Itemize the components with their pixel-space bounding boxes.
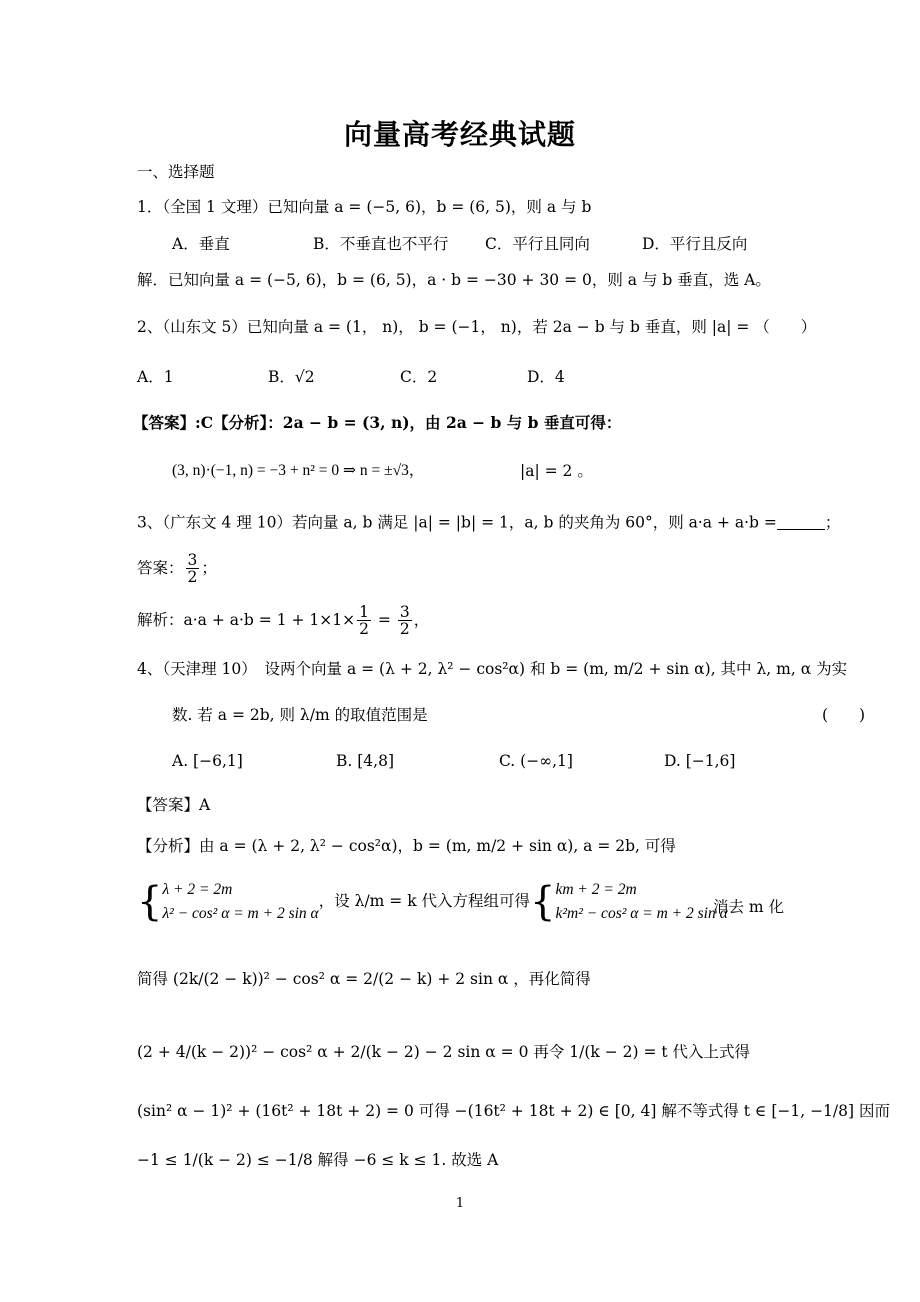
q3-analysis-end: ，	[413, 610, 430, 629]
equation-system-1	[162, 878, 318, 926]
system1-eq1: λ + 2 = 2m	[162, 881, 233, 898]
equation-system-2	[555, 878, 727, 926]
q3-half-fraction	[357, 604, 371, 638]
q3-stem	[137, 513, 840, 532]
q1-stem: 1．（全国 1 文理）已知向量 a = (−5, 6)，b = (6, 5)，则 a 与 b	[137, 198, 592, 216]
q3-analysis	[137, 604, 429, 638]
q3-result-denominator: 2	[399, 620, 410, 639]
q3-stem-text: 3、（广东文 4 理 10）若向量 a, b 满足 |a| = |b| = 1，a, b 的夹角为 60°，则 a·a + a·b =	[137, 513, 777, 532]
q3-answer-end: ；	[201, 558, 217, 577]
q3-answer-label: 答案：	[137, 558, 184, 577]
q2-option-d: D．4	[527, 368, 565, 386]
section-heading: 一、选择题	[137, 163, 215, 181]
q2-stem: 2、（山东文 5）已知向量 a = (1， n)， b = (−1， n)，若 2a − b 与 b 垂直，则 |a| = （ ）	[137, 318, 817, 336]
q4-stem-line2: 数. 若 a = 2b, 则 λ/m 的取值范围是	[172, 706, 428, 724]
q4-answer: 【答案】A	[137, 796, 211, 814]
left-brace-1: {	[137, 879, 163, 926]
q2-option-b: B．√2	[268, 368, 315, 386]
q1-option-a: A．垂直	[172, 235, 230, 253]
q4-stem-line1: 4、（天津理 10） 设两个向量 a = (λ + 2, λ² − cos²α) 和 b = (m, m/2 + sin α), 其中 λ, m, α 为实	[137, 660, 848, 678]
q4-option-c: C. (−∞,1]	[499, 752, 573, 770]
left-brace-2: {	[530, 879, 556, 926]
q1-option-c: C．平行且同向	[485, 235, 590, 253]
q4-analysis-line1: 【分析】由 a = (λ + 2, λ² − cos²α)，b = (m, m/2 + sin α), a = 2b, 可得	[137, 837, 676, 855]
q3-answer-denominator: 2	[187, 568, 198, 587]
page-title: 向量高考经典试题	[343, 118, 576, 151]
q2-option-c: C．2	[400, 368, 438, 386]
q4-system-line	[137, 878, 728, 926]
q3-answer-fraction	[186, 552, 200, 586]
page-number: 1	[455, 1196, 465, 1211]
q3-answer	[137, 552, 217, 586]
q3-answer-blank	[777, 513, 825, 530]
q3-result-numerator: 3	[399, 603, 410, 621]
q4-tail-text: 消去 m 化	[713, 898, 785, 916]
q4-option-a: A. [−6,1]	[172, 752, 243, 770]
q3-analysis-label: 解析：	[137, 610, 184, 629]
q4-simplify-line1: 简得 (2k/(2 − k))² − cos² α = 2/(2 − k) + 2 sin α ，再化简得	[137, 970, 591, 988]
system1-eq2: λ² − cos² α = m + 2 sin α	[162, 905, 319, 923]
q2-calc-line: (3, n)·(−1, n) = −3 + n² = 0 ⇒ n = ±√3，	[172, 462, 425, 479]
q2-option-a: A．1	[137, 368, 174, 386]
q1-option-b: B．不垂直也不平行	[313, 235, 449, 253]
q3-half-denominator: 2	[359, 620, 369, 639]
q3-analysis-eq: =	[372, 610, 396, 629]
q3-analysis-expr: a·a + a·b = 1 + 1×1×	[183, 610, 356, 629]
q4-option-d: D. [−1,6]	[664, 752, 736, 770]
q1-solution: 解．已知向量 a = (−5, 6)，b = (6, 5)，a · b = −30 + 30 = 0，则 a 与 b 垂直，选 A。	[137, 271, 771, 289]
system2-eq2: k²m² − cos² α = m + 2 sin α	[555, 905, 728, 923]
q1-option-d: D．平行且反向	[642, 235, 748, 253]
q2-answer-line: 【答案】:C【分析】：2a − b = (3, n)，由 2a − b 与 b 垂直可得：	[133, 413, 622, 432]
q2-result: |a| = 2 。	[520, 462, 593, 480]
q3-half-numerator: 1	[359, 603, 369, 621]
q3-stem-end: ；	[824, 513, 841, 532]
q3-result-fraction	[398, 604, 412, 638]
q4-option-b: B. [4,8]	[336, 752, 394, 770]
system2-eq1: km + 2 = 2m	[555, 881, 637, 898]
q4-inequality-line2: −1 ≤ 1/(k − 2) ≤ −1/8 解得 −6 ≤ k ≤ 1. 故选 A	[137, 1151, 499, 1169]
q3-answer-numerator: 3	[187, 551, 198, 569]
q4-inequality-line1: (sin² α − 1)² + (16t² + 18t + 2) = 0 可得 −(16t² + 18t + 2) ∈ [0, 4] 解不等式得 t ∈ [−1, −1/8] 因而	[137, 1102, 890, 1120]
q4-mid-text: ，设 λ/m = k 代入方程组可得	[318, 892, 531, 911]
q4-simplify-line2: (2 + 4/(k − 2))² − cos² α + 2/(k − 2) − 2 sin α = 0 再令 1/(k − 2) = t 代入上式得	[137, 1043, 751, 1061]
q4-answer-paren: ( )	[822, 706, 866, 724]
